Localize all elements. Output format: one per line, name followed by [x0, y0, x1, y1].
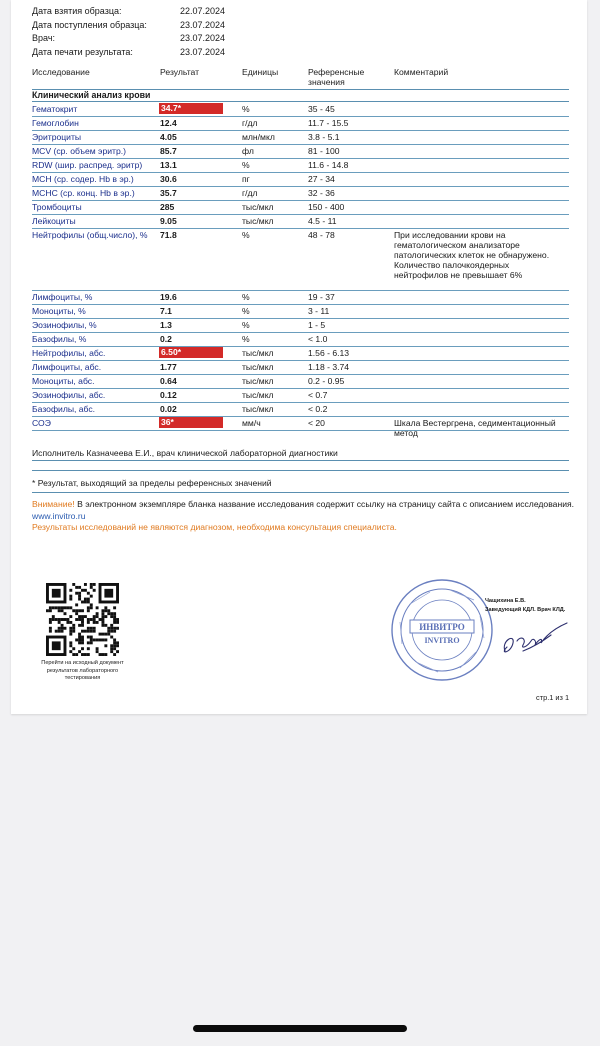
test-unit: тыс/мкл [242, 376, 274, 386]
table-row [32, 417, 569, 438]
reference-range: 1 - 5 [308, 320, 326, 330]
reference-range: 81 - 100 [308, 146, 340, 156]
test-name: СОЭ [32, 418, 51, 428]
stamp-text-ru: ИНВИТРО [419, 622, 465, 632]
test-name: Тромбоциты [32, 202, 82, 212]
qr-code[interactable] [46, 583, 119, 656]
reference-range: < 1.0 [308, 334, 328, 344]
test-name: Моноциты, абс. [32, 376, 95, 386]
table-row [32, 173, 569, 187]
reference-range: < 0.7 [308, 390, 328, 400]
flagged-result: 36* [159, 417, 223, 428]
home-indicator[interactable] [193, 1025, 407, 1032]
reference-range: 1.56 - 6.13 [308, 348, 350, 358]
section-title: Клинический анализ крови [32, 90, 151, 100]
test-result: 19.6 [160, 292, 177, 302]
table-row [32, 159, 569, 173]
test-unit: тыс/мкл [242, 404, 274, 414]
test-name: Нейтрофилы, абс. [32, 348, 106, 358]
header-units: Единицы [242, 67, 279, 77]
test-result: 0.2 [160, 334, 172, 344]
test-name: MCH (ср. содер. Hb в эр.) [32, 174, 134, 184]
executor: Исполнитель Казначеева Е.И., врач клинической лабораторной диагностики [32, 448, 338, 458]
reference-range: 4.5 - 11 [308, 216, 337, 226]
test-name: Базофилы, % [32, 334, 87, 344]
signer-name: Чащихина Е.В. [485, 598, 526, 604]
test-name: Эритроциты [32, 132, 82, 142]
test-unit: % [242, 160, 250, 170]
lab-stamp [390, 578, 494, 682]
test-name: MCHC (ср. конц. Hb в эр.) [32, 188, 135, 198]
executor-rule [32, 460, 569, 461]
test-unit: тыс/мкл [242, 390, 274, 400]
test-result: 35.7 [160, 188, 177, 198]
test-name: Гематокрит [32, 104, 78, 114]
test-name: Лимфоциты, абс. [32, 362, 102, 372]
test-name: Моноциты, % [32, 306, 86, 316]
header-result: Результат [160, 67, 200, 77]
test-comment: Шкала Вестергрена, седиментационный метод [394, 418, 556, 438]
signer-title: Заведующий КДЛ. Врач КЛД. [485, 607, 566, 613]
test-unit: мм/ч [242, 418, 261, 428]
results-table [32, 103, 569, 438]
test-unit: % [242, 306, 250, 316]
test-result: 7.1 [160, 306, 172, 316]
section-rule [32, 101, 569, 102]
reference-range: 48 - 78 [308, 230, 335, 240]
test-name: Лимфоциты, % [32, 292, 93, 302]
test-name: Гемоглобин [32, 118, 79, 128]
table-row [32, 201, 569, 215]
test-unit: % [242, 292, 250, 302]
test-result: 0.64 [160, 376, 177, 386]
test-result: 85.7 [160, 146, 177, 156]
table-row [32, 215, 569, 229]
header-study: Исследование [32, 67, 90, 77]
warning-body: В электронном экземпляре бланка название исследования содержит ссылку на страницу сайта с описанием исследования. [74, 499, 575, 509]
test-unit: тыс/мкл [242, 202, 274, 212]
test-unit: г/дл [242, 188, 258, 198]
qr-caption: Перейти на исходный документ результатов лабораторного тестирования [41, 660, 124, 681]
test-unit: тыс/мкл [242, 216, 274, 226]
table-row [32, 103, 569, 117]
test-unit: г/дл [242, 118, 258, 128]
warning-prefix: Внимание! [32, 499, 75, 509]
test-unit: тыс/мкл [242, 362, 274, 372]
reference-range: 1.18 - 3.74 [308, 362, 350, 372]
reference-range: 3 - 11 [308, 306, 330, 316]
test-result: 1.77 [160, 362, 177, 372]
stamp-text-en: INVITRO [424, 636, 460, 645]
header-reference: Референсные значения [308, 67, 365, 87]
reference-range: < 20 [308, 418, 325, 428]
test-result: 9.05 [160, 216, 177, 226]
reference-range: 27 - 34 [308, 174, 335, 184]
table-row [32, 361, 569, 375]
table-row [32, 319, 569, 333]
test-result: 1.3 [160, 320, 172, 330]
test-comment: При исследовании крови на гематологическом анализаторе патологических клеток не обнаружено. Количество палочкоядерных нейтрофилов не превышает 6% [394, 230, 550, 280]
test-unit: млн/мкл [242, 132, 275, 142]
test-name: MCV (ср. объем эритр.) [32, 146, 126, 156]
test-unit: пг [242, 174, 250, 184]
test-name: Нейтрофилы (общ.число), % [32, 230, 148, 240]
test-unit: % [242, 320, 250, 330]
test-name: Эозинофилы, % [32, 320, 97, 330]
test-result: 4.05 [160, 132, 177, 142]
executor-rule-2 [32, 470, 569, 471]
table-row [32, 187, 569, 201]
test-unit: % [242, 230, 250, 240]
test-result: 30.6 [160, 174, 177, 184]
table-header [32, 67, 569, 89]
table-row [32, 403, 569, 417]
footnote-rule [32, 492, 569, 493]
report-sheet: Дата взятия образца: 22.07.2024 Дата поступления образца: 23.07.2024 Врач: 23.07.2024 Дата печати результата: 23.07.2024 Исследование Результат Единицы Референсные значения Комментарий Клинический анализ крови Гематокрит 34.7* % 35 - 45 Гемоглобин 12.4 г/дл 11.7 - 15.5 Эритроциты 4.05 млн/мкл 3.8 - 5.1 MCV (ср. объем эритр.) 85.7 фл 81 - 100 RDW (шир. распред. эритр) 13.1 % 11.6 - 14.8 MCH (ср. содер. Hb в эр.) 30.6 пг 27 - 34 MCHC (ср. конц. Hb в эр.) 35.7 г/дл 32 - 36 Тромбоциты 285 тыс/мкл 150 - 400 Лейкоциты 9.05 тыс/мкл 4.5 - 11 Нейтрофилы (общ.число), % 71.8 % 48 - 78 При исследовании крови на гематологическом анализаторе патологических клеток не обнаружено. Количество палочкоядерных нейтрофилов не превышает 6% Лимфоциты, % 19.6 % 19 - 37 Моноциты, % 7.1 % 3 - 11 Эозинофилы, % 1.3 % 1 - 5 Базофилы, % 0.2 % < 1.0 Нейтрофилы, абс. 6.50* тыс/мкл 1.56 - 6.13 Лимфоциты, абс. 1.77 тыс/мкл 1.18 - 3.74 Моноциты, абс. 0.64 тыс/мкл 0.2 - 0.95 Эозинофилы, абс. 0.12 тыс/мкл < 0.7 Базофилы, абс. 0.02 тыс/мкл < 0.2 СОЭ 36* мм/ч < 20 Шкала Вестергрена, седиментационный метод Исполнитель Казначеева Е.И., врач клинической лабораторной диагностики * Результат, выходящий за пределы референсных значений Внимание! В электронном экземпляре бланка название исследования содержит ссылку на страницу сайта с описанием исследования. www.invitro.ru Результаты исследований не являются диагнозом, необходима консультация специалиста. Перейти на исходный документ результатов лабораторного тестирования ИНВИТРО INVITRO Чащихина Е.В. Заведующий КДЛ. Врач КЛД. стр.1 из 1 [11, 0, 587, 714]
test-name: Эозинофилы, абс. [32, 390, 106, 400]
test-name: Базофилы, абс. [32, 404, 96, 414]
reference-range: 11.7 - 15.5 [308, 118, 349, 128]
footnote: * Результат, выходящий за пределы референсных значений [32, 478, 272, 488]
reference-range: 0.2 - 0.95 [308, 376, 345, 386]
table-row [32, 389, 569, 403]
signature [493, 611, 571, 663]
page-number: стр.1 из 1 [536, 693, 570, 702]
flagged-result: 6.50* [159, 347, 223, 358]
table-row [32, 375, 569, 389]
test-result: 0.12 [160, 390, 177, 400]
reference-range: 35 - 45 [308, 104, 335, 114]
warning-text [32, 499, 577, 522]
test-result: 0.02 [160, 404, 177, 414]
table-row [32, 131, 569, 145]
test-unit: фл [242, 146, 254, 156]
test-unit: % [242, 104, 250, 114]
reference-range: 11.6 - 14.8 [308, 160, 349, 170]
test-unit: тыс/мкл [242, 348, 274, 358]
reference-range: < 0.2 [308, 404, 328, 414]
test-result: 285 [160, 202, 175, 212]
flagged-result: 34.7* [159, 103, 223, 114]
reference-range: 19 - 37 [308, 292, 335, 302]
test-unit: % [242, 334, 250, 344]
table-row [32, 229, 569, 291]
reference-range: 32 - 36 [308, 188, 335, 198]
table-row [32, 291, 569, 305]
table-row [32, 305, 569, 319]
test-result: 13.1 [160, 160, 177, 170]
reference-range: 150 - 400 [308, 202, 345, 212]
test-name: Лейкоциты [32, 216, 76, 226]
disclaimer: Результаты исследований не являются диагнозом, необходима консультация специалиста. [32, 522, 397, 532]
test-result: 12.4 [160, 118, 177, 128]
reference-range: 3.8 - 5.1 [308, 132, 340, 142]
test-result: 71.8 [160, 230, 177, 240]
header-comment: Комментарий [394, 67, 449, 77]
table-row [32, 145, 569, 159]
table-row [32, 333, 569, 347]
table-row [32, 117, 569, 131]
table-row [32, 347, 569, 361]
test-name: RDW (шир. распред. эритр) [32, 160, 143, 170]
site-link[interactable]: www.invitro.ru [32, 510, 86, 521]
